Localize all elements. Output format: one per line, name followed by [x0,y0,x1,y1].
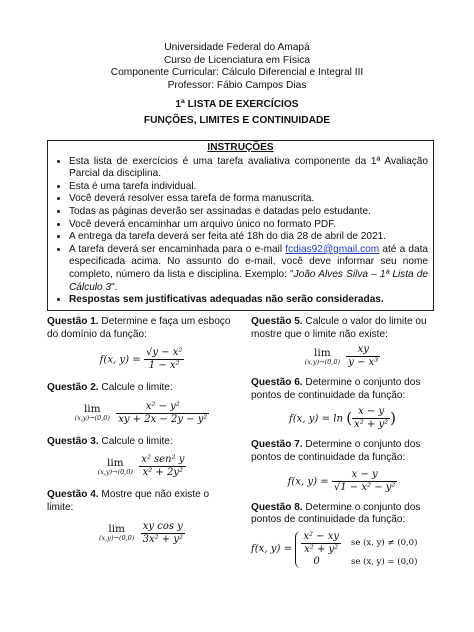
formula-lhs: f(x, y) = [99,354,141,366]
question-label: Questão 8. [251,501,303,513]
lim-word: lim [108,523,126,536]
document-titles [0,97,474,128]
instruction-text: ". [111,281,118,293]
lim-subscript: (x,y)→(0,0) [304,357,341,366]
question-7 [251,439,434,493]
question-label: Questão 4. [47,489,99,501]
formula [251,469,434,494]
denominator: x² + y² [304,543,339,555]
email-link[interactable]: fcdias92@gmail.com [285,243,380,255]
fraction [332,469,398,494]
question-text: Determine o conjunto dos pontos de continuidade da função: [251,439,421,463]
instruction-item-warning: • Respostas sem justificativas adequadas não serão consideradas. [69,294,428,307]
question-2 [47,382,237,426]
question-text: Calcule o limite: [101,382,173,394]
question-label: Questão 3. [47,435,99,447]
instruction-item: • A entrega da tarefa deverá ser feita até 18h do dia 28 de abril de 2021. [69,231,428,244]
course-name: Curso de Licenciatura em Física [163,54,311,66]
lim-subscript: (x,y)→(0,0) [97,467,133,476]
numerator: x² − xy [303,530,339,542]
instruction-item: • Esta é uma tarefa individual. [69,181,428,194]
denominator: 3x² + y² [142,533,183,545]
professor-name: Professor: Fábio Campos Dias [167,79,307,91]
denominator: x² + 2y² [142,467,183,479]
fraction [144,347,184,372]
question-label: Questão 2. [47,382,99,394]
formula [251,406,434,431]
denominator: x² + y² [354,419,389,431]
instruction-item: • Esta lista de exercícios é uma tarefa avaliativa componente da 1ª Avaliação Parcial da disciplina. [69,156,428,181]
formula [47,454,237,479]
numerator: x² − y² [116,401,209,414]
formula-lhs: f(x, y) = [287,476,329,488]
lim-word: lim [106,456,124,469]
questions-right-column [251,316,434,572]
fraction [352,406,390,431]
instruction-item: • Você deverá resolver essa tarefa de forma manuscrita. [69,193,428,206]
denominator: 1 − x² [148,360,180,372]
instruction-text: A tarefa deverá ser encaminhada para o e-mail [69,243,283,255]
question-text: Calcule o valor do limite ou mostre que o limite não existe: [251,316,427,340]
formula-lhs: f(x, y) = [251,543,293,555]
numerator: x − y [352,406,390,419]
limit-operator [75,404,110,422]
fraction [139,454,186,479]
denominator: y − x³ [348,357,379,369]
formula [251,344,434,369]
numerator: xy cos y [141,521,185,534]
piecewise-value: 0 [313,555,320,567]
instructions-list [53,156,428,307]
paren-open: ( [346,409,353,428]
university-name: Universidade Federal do Amapá [164,42,310,53]
formula [47,347,237,372]
question-text: Calcule o limite: [101,435,173,447]
instruction-item-email [69,244,428,294]
lim-subscript: (x,y)→(0,0) [74,414,110,423]
lim-word: lim [314,346,331,359]
limit-operator [98,458,133,476]
numerator: x² sen² y [141,454,185,466]
piecewise-brace [295,531,419,569]
fraction [346,344,380,369]
instruction-example: João Alves Silva – 1ª Lista de Cálculo 3 [69,268,429,293]
instruction-item: • Todas as páginas deverão ser assinadas e datadas pelo estudante. [69,206,428,219]
list-subtitle: FUNÇÕES, LIMITES E CONTINUIDADE [143,114,331,126]
list-title: 1ª LISTA DE EXERCÍCIOS [175,99,299,110]
paren-close: ) [390,409,396,428]
question-4 [47,489,237,545]
instructions-box [47,140,434,311]
question-text: Determine e faça um esboço do domínio da função: [47,316,231,340]
denominator: √1 − x² − y² [333,481,396,493]
fraction [141,521,185,546]
instruction-item: • Você deverá encaminhar um arquivo único no formato PDF. [69,219,428,232]
formula [47,401,237,426]
question-text: Determine o conjunto dos pontos de continuidade da função: [251,501,421,526]
formula [251,531,434,569]
lim-subscript: (x,y)→(0,0) [99,534,135,543]
condition: se (x, y) ≠ (0,0) [351,537,418,548]
question-8 [251,502,434,569]
question-label: Questão 5. [251,316,303,327]
limit-operator [99,524,134,542]
limit-operator [305,348,340,366]
question-text: Mostre que não existe o limite: [47,489,210,513]
question-label: Questão 7. [251,439,303,451]
numerator: x − y [332,469,398,482]
condition: se (x, y) = (0,0) [351,556,418,567]
document-header [0,42,474,92]
question-3 [47,436,237,480]
piecewise-row [301,531,417,556]
lim-word: lim [83,403,101,416]
numerator: xy [346,344,380,357]
fraction [116,401,209,426]
piecewise-row [301,556,417,569]
question-label: Questão 6. [251,377,303,389]
question-text: Determine o conjunto dos pontos de continuidade da função: [251,377,421,401]
questions-left-column [47,316,237,552]
denominator: xy + 2x − 2y − y² [118,413,208,425]
formula-lhs: f(x, y) = ln [288,413,344,425]
instructions-title: INSTRUÇÕES [207,142,274,153]
question-label: Questão 1. [47,316,99,327]
question-1 [47,316,237,372]
question-6 [251,377,434,431]
numerator: √y − x² [145,347,183,359]
curricular-component: Componente Curricular: Cálculo Diferencial e Integral III [110,67,364,79]
fraction [301,531,341,556]
instruction-text: até a data especificada acima. No assunto do e-mail, você deve informar seu nome completo, número da lista e disciplina. Exemplo: " [69,243,429,280]
question-5 [251,316,434,369]
formula [47,521,237,546]
